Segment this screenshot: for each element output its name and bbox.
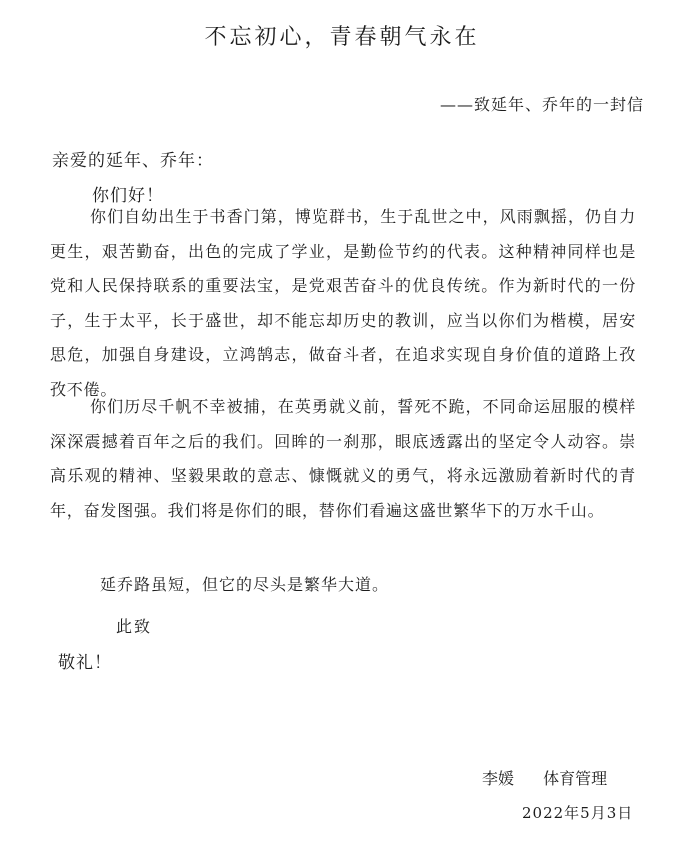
signature-department: 体育管理 [543, 769, 608, 788]
signature [482, 766, 631, 789]
letter-title: 不忘初心，青春朝气永在 [204, 25, 480, 50]
body-paragraph-1: 你们自幼出生于书香门第，博览群书，生于乱世之中，风雨飘摇，仍自力更生，艰苦勤奋，出色的完成了学业，是勤俭节约的代表。这种精神同样也是党和人民保持联系的重要法宝，是党艰苦奋斗的优良传统。作为新时代的一份子，生于太平，长于盛世，却不能忘却历史的教训，应当以你们为楷模，居安思危，加强自身建设，立鸿鹄志，做奋斗者，在追求实现自身价值的道路上孜孜不倦。 [50, 207, 636, 399]
salutation: 亲爱的延年、乔年： [52, 151, 214, 171]
letter-subtitle: ——致延年、乔年的一封信 [439, 95, 644, 114]
respect-line: 敬礼！ [58, 653, 112, 673]
body-paragraph-2: 你们历尽千帆不幸被捕，在英勇就义前，誓死不跪，不同命运屈服的模样深深震撼着百年之后的我们。回眸的一刹那，眼底透露出的坚定令人动容。崇高乐观的精神、坚毅果敢的意志、慷慨就义的勇气，将永远激励着新时代的青年，奋发图强。我们将是你们的眼，替你们看遍这盛世繁华下的万水千山。 [50, 397, 636, 520]
greeting: 你们好！ [92, 186, 164, 206]
signature-name: 李媛 [482, 769, 515, 788]
body-paragraph-3: 延乔路虽短，但它的尽头是繁华大道。 [100, 575, 390, 594]
letter-date: 2022年5月3日 [522, 804, 634, 822]
closing: 此致 [116, 617, 153, 636]
